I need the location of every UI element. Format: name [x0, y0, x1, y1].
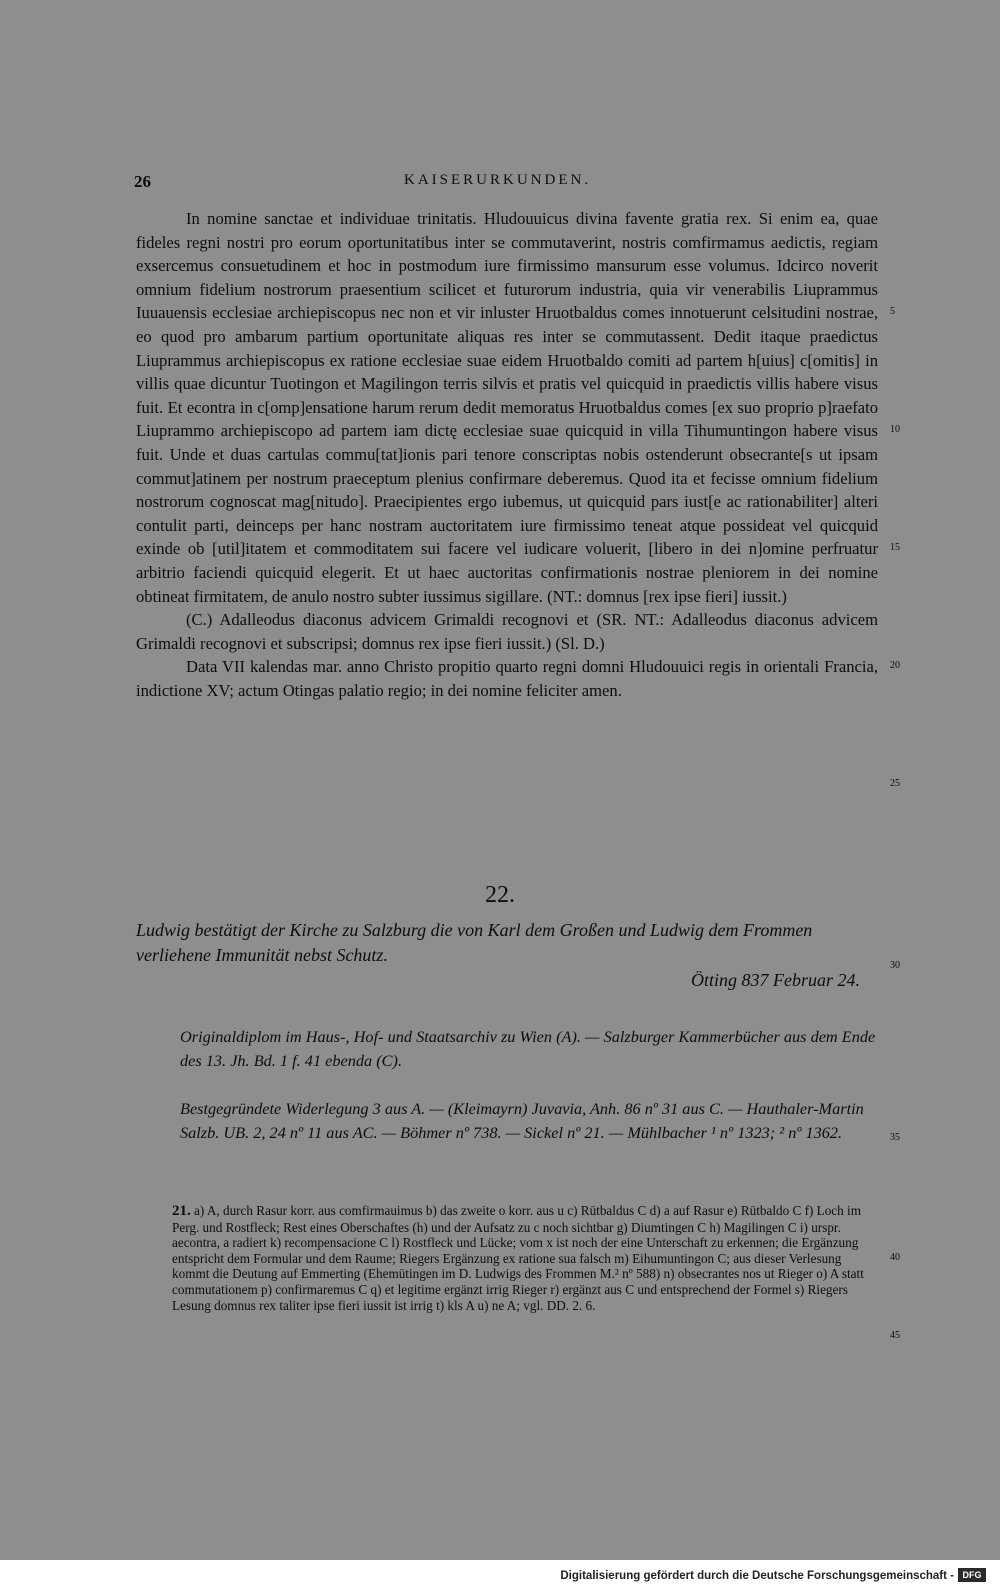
- charter-paragraph-1: In nomine sanctae et individuae trinitatis. Hludouuicus divina favente gratia rex. Si enim ea, quae fideles regni nostri pro eorum oportunitatibus inter se commutaverint, nostris comfirmamus aedictis, regiam exsercemus consuetudinem et hoc in postmodum iure firmissimo mansurum esse volumus. Idcirco noverit omnium fidelium nostrorum praesentium scilicet et futurorum industria, quia vir venerabilis Liuprammus Iuuauensis ecclesiae archiepiscopus nec non et vir inluster Hruotbaldus comes innotuerunt celsitudini nostrae, eo quod pro ambarum partium oportunitate aliquas res inter se commutassent. Dedit itaque praedictus Liuprammus archiepiscopus ex ratione ecclesiae suae eidem Hruotbaldo comiti ad partem h[uius] c[omitis] in villis quae dicuntur Tuotingon et Magilingon terris silvis et pratis vel quicquid in praedictis villis habere visus fuit. Et econtra in c[omp]ensatione harum rerum dedit memoratus Hruotbaldus comes [ex suo proprio p]raefato Liuprammo archiepiscopo ad partem iam dictę ecclesiae suae quicquid in villa Tihumuntingon habere visus fuit. Unde et duas cartulas commu[tat]ionis pari tenore conscriptas nobis ostenderunt obsecrante[s ut ipsam commut]atinem per nostrum praeceptum plenius confirmare deberemus. Quod ita et fecisse omnium fidelium nostrorum cognoscat mag[nitudo]. Praecipientes ergo iubemus, ut quicquid pars iust[e ac rationabiliter] alteri contulit parti, deinceps per hanc nostram auctoritatem iure firmissimo teneat atque possideat vel quicquid exinde ob [util]itatem et commoditatem sui facere vel iudicare voluerit, [libero in dei n]omine perfruatur arbitrio faciendi quicquid elegerit. Et ut haec auctoritas confirmationis nostrae pleniorem in dei nomine obtineat firmitatem, de anulo nostro subter iussimus sigillare. (NT.: domnus [rex ipse fieri] iussit.): [136, 209, 878, 606]
- source-tradition: Originaldiplom im Haus-, Hof- und Staatsarchiv zu Wien (A). — Salzburger Kammerbücher aus dem Ende des 13. Jh. Bd. 1 f. 41 ebenda (C).: [180, 1027, 876, 1070]
- dfg-logo: DFG: [958, 1568, 986, 1582]
- line-number: 40: [890, 1252, 900, 1263]
- charter-paragraph-2: (C.) Adalleodus diaconus advicem Grimaldi recognovi et (SR. NT.: Adalleodus diaconus advicem Grimaldi recognovi et subscripsi; domnus rex ipse fieri iussit.) (Sl. D.): [136, 610, 878, 653]
- charter-paragraph-3: Data VII kalendas mar. anno Christo propitio quarto regni domni Hludouuici regis in orientali Francia, indictione XV; actum Otingas palatio regio; in dei nomine feliciter amen.: [136, 657, 878, 700]
- document-place-date: Ötting 837 Februar 24.: [691, 970, 860, 990]
- line-number: 35: [890, 1132, 900, 1143]
- footnote-text: a) A, durch Rasur korr. aus comfirmauimus b) das zweite o korr. aus u c) Rūtbaldus C d) a auf Rasur e) Rūtbaldo C f) Loch im Perg. und Rostfleck; Rest eines Oberschaftes (h) und der Aufsatz zu c noch sichtbar g) Diumtingen C h) Magilingen C i) urspr. aecontra, a radiert k) recompensacione C l) Rostfleck und Lücke; vom x ist noch der eine Unterschaft zu erkennen; die Ergänzung entspricht dem Formular und dem Raume; Riegers Ergänzung ex ratione sua falsch m) Eihumuntingon C; aus dieser Verlesung kommt die Deutung auf Emmerting (Ehemūtingen im D. Ludwigs des Frommen M.² nº 588) n) obsecrantes nos ut Rieger o) A statt commutationem p) confirmaremus C q) et legitime ergänzt irrig Rieger r) ergänzt aus C und entsprechend der Formel s) Riegers Lesung domnus rex taliter ipse fieri iussit ist irrig t) kls A u) ne A; vgl. DD. 2. 6.: [172, 1203, 864, 1313]
- document-number: 22.: [485, 882, 515, 908]
- line-number: 25: [890, 778, 900, 789]
- line-number: 30: [890, 960, 900, 971]
- line-number: 10: [890, 424, 900, 435]
- footnotes: [172, 1203, 878, 1313]
- footer-bar: [0, 1560, 1000, 1589]
- line-number: 5: [890, 306, 895, 317]
- line-number: 45: [890, 1330, 900, 1341]
- funding-credit: Digitalisierung gefördert durch die Deutsche Forschungsgemeinschaft -: [560, 1570, 954, 1582]
- document-summary: Ludwig bestätigt der Kirche zu Salzburg die von Karl dem Großen und Ludwig dem Frommen verliehene Immunität nebst Schutz.: [136, 920, 813, 965]
- line-number: 20: [890, 660, 900, 671]
- running-title: KAISERURKUNDEN.: [404, 172, 592, 188]
- charter-text: [136, 207, 878, 702]
- line-number: 15: [890, 542, 900, 553]
- footnote-document-number: 21.: [172, 1203, 191, 1219]
- page-number: 26: [134, 172, 151, 191]
- source-editions: Bestgegründete Widerlegung 3 aus A. — (Kleimayrn) Juvavia, Anh. 86 nº 31 aus C. — Hauthaler-Martin Salzb. UB. 2, 24 nº 11 aus AC. — Böhmer nº 738. — Sickel nº 21. — Mühlbacher ¹ nº 1323; ² nº 1362.: [180, 1099, 864, 1142]
